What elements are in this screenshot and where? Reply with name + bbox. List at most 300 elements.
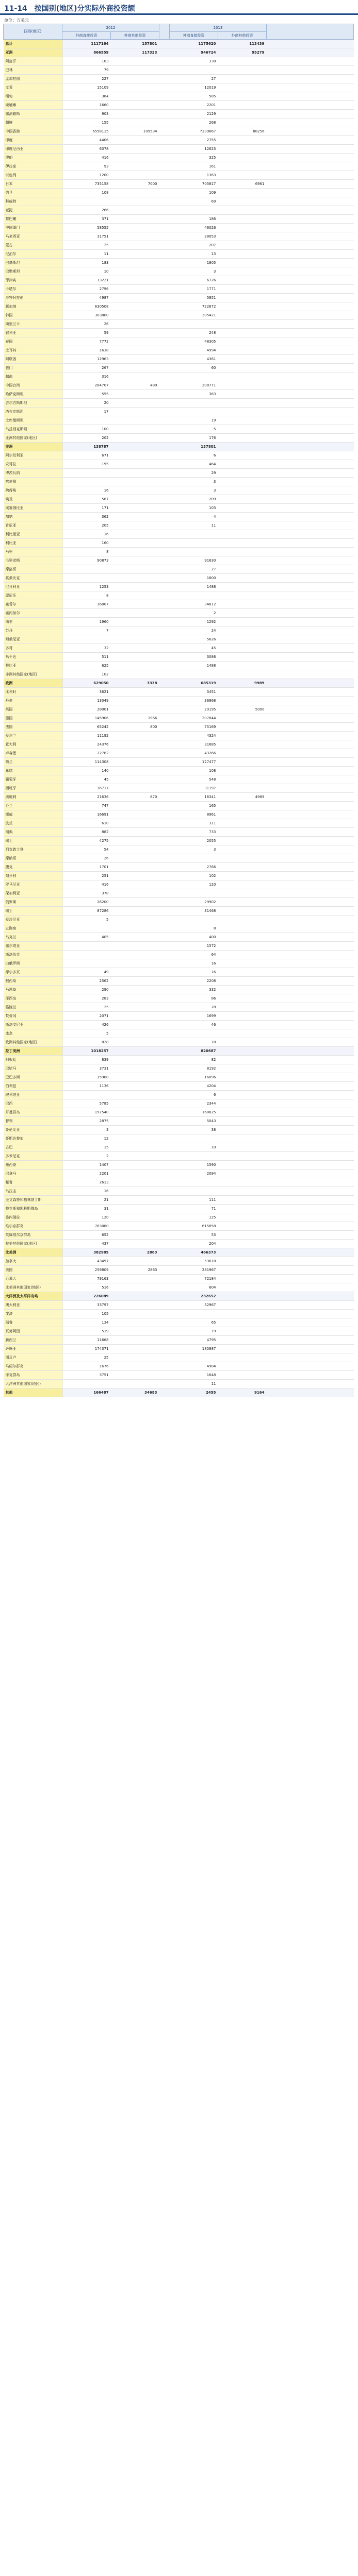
gap-cell: [267, 48, 354, 57]
table-row: [4, 968, 354, 977]
other-2013-cell: [218, 66, 267, 75]
fdi-2013-cell: 1488: [170, 662, 218, 670]
country-cell: 马来西亚: [4, 232, 62, 241]
table-row: [4, 250, 354, 259]
other-2013-cell: [218, 1336, 267, 1345]
gap-cell: [267, 1222, 354, 1231]
table-row: [4, 1213, 354, 1222]
other-2013-cell: [218, 968, 267, 977]
fdi-2013-cell: 165: [170, 802, 218, 810]
other-2012-cell: [111, 337, 159, 346]
fdi-2013-cell: 2208: [170, 977, 218, 986]
gap-cell: [267, 241, 354, 250]
country-cell: 朝鲜: [4, 118, 62, 127]
other-2013-cell: [218, 1178, 267, 1187]
country-cell: 巴勒斯坦: [4, 267, 62, 276]
fdi-2013-cell: 64: [170, 951, 218, 959]
country-cell: 总计: [4, 40, 62, 48]
other-2013-cell: [218, 1318, 267, 1327]
other-2013-cell: [218, 224, 267, 232]
fdi-2012-cell: [62, 1380, 111, 1388]
country-cell: 阿根廷: [4, 1056, 62, 1064]
table-row: [4, 48, 354, 57]
other-2013-cell: [218, 539, 267, 548]
table-row: [4, 469, 354, 478]
gap-cell: [267, 206, 354, 215]
fdi-2012-cell: 79163: [62, 1275, 111, 1283]
fdi-2013-cell: 34812: [170, 600, 218, 609]
country-cell: 乌拉圭: [4, 1187, 62, 1196]
fdi-2013-cell: 176: [170, 434, 218, 443]
other-2013-cell: [218, 1073, 267, 1082]
other-2012-cell: [111, 1021, 159, 1029]
fdi-2012-cell: 13049: [62, 697, 111, 705]
gap-cell: [159, 250, 170, 259]
gap-cell: [267, 653, 354, 662]
fdi-2013-cell: 722872: [170, 302, 218, 311]
fdi-2013-cell: [170, 591, 218, 600]
table-row: [4, 425, 354, 434]
fdi-2012-cell: 25: [62, 241, 111, 250]
other-2012-cell: [111, 460, 159, 469]
investment-table: [3, 24, 354, 1397]
gap-cell: [159, 1029, 170, 1038]
fdi-2012-cell: 5: [62, 916, 111, 924]
table-row: [4, 486, 354, 495]
gap-cell: [267, 626, 354, 635]
table-row: [4, 416, 354, 425]
fdi-2012-cell: 36007: [62, 600, 111, 609]
fdi-2012-cell: 426: [62, 1021, 111, 1029]
other-2013-cell: [218, 504, 267, 513]
fdi-2012-cell: 134: [62, 1318, 111, 1327]
table-row: [4, 810, 354, 819]
fdi-2013-cell: [170, 539, 218, 548]
table-row: [4, 749, 354, 758]
table-row: [4, 784, 354, 793]
fdi-2013-cell: 248: [170, 329, 218, 337]
fdi-2012-cell: 36717: [62, 784, 111, 793]
fdi-2012-cell: 138787: [62, 443, 111, 451]
other-2013-cell: [218, 916, 267, 924]
other-2012-cell: [111, 828, 159, 837]
other-2013-cell: [218, 486, 267, 495]
gap-cell: [159, 215, 170, 224]
fdi-2013-cell: 400: [170, 933, 218, 942]
table-row: [4, 145, 354, 154]
table-row: [4, 898, 354, 907]
table-row: [4, 1134, 354, 1143]
other-2012-cell: 800: [111, 723, 159, 732]
fdi-2012-cell: 259809: [62, 1266, 111, 1275]
gap-cell: [267, 714, 354, 723]
gap-cell: [159, 1336, 170, 1345]
table-row: [4, 83, 354, 92]
gap-cell: [267, 504, 354, 513]
fdi-2013-cell: 6: [170, 1091, 218, 1099]
gap-cell: [267, 539, 354, 548]
fdi-2013-cell: 8961: [170, 810, 218, 819]
table-row: [4, 1301, 354, 1310]
other-2013-cell: [218, 250, 267, 259]
fdi-2013-cell: 6: [170, 451, 218, 460]
table-row: [4, 1388, 354, 1397]
table-row: [4, 1362, 354, 1371]
other-2012-cell: [111, 898, 159, 907]
country-cell: 亚洲: [4, 48, 62, 57]
fdi-2013-cell: [170, 854, 218, 863]
country-cell: 蒙古: [4, 241, 62, 250]
fdi-2012-cell: 1676: [62, 1362, 111, 1371]
table-row: [4, 1283, 354, 1292]
fdi-2012-cell: 1136: [62, 1082, 111, 1091]
gap-cell: [159, 539, 170, 548]
fdi-2012-cell: 171: [62, 504, 111, 513]
page-title: 11-14 按国别(地区)分实际外商投资额: [4, 5, 135, 13]
country-cell: 非洲: [4, 443, 62, 451]
fdi-2013-cell: 5851: [170, 294, 218, 302]
table-row: [4, 1108, 354, 1117]
table-row: [4, 224, 354, 232]
fdi-2013-cell: 185887: [170, 1345, 218, 1353]
gap-cell: [267, 355, 354, 364]
fdi-2013-cell: 311: [170, 819, 218, 828]
table-row: [4, 644, 354, 653]
fdi-2012-cell: 1407: [62, 1161, 111, 1170]
gap-cell: [267, 285, 354, 294]
fdi-2013-cell: 11: [170, 1380, 218, 1388]
gap-cell: [159, 758, 170, 767]
gap-cell: [159, 1266, 170, 1275]
fdi-2012-cell: 7772: [62, 337, 111, 346]
table-row: [4, 101, 354, 110]
fdi-2012-cell: 65242: [62, 723, 111, 732]
country-cell: 埃及: [4, 495, 62, 504]
country-cell: 圣文森特和格林纳丁斯: [4, 1196, 62, 1205]
fdi-2012-cell: 267: [62, 364, 111, 372]
country-cell: 乌克兰: [4, 933, 62, 942]
gap-cell: [267, 670, 354, 679]
gap-cell: [159, 259, 170, 267]
other-2012-cell: [111, 933, 159, 942]
gap-cell: [159, 206, 170, 215]
fdi-2012-cell: 2613: [62, 1178, 111, 1187]
gap-cell: [267, 907, 354, 916]
other-2013-cell: [218, 898, 267, 907]
table-row: [4, 1117, 354, 1126]
gap-cell: [159, 294, 170, 302]
other-2013-cell: [218, 600, 267, 609]
other-2012-cell: [111, 539, 159, 548]
gap-cell: [267, 1292, 354, 1301]
fdi-2013-cell: 2201: [170, 101, 218, 110]
table-row: [4, 206, 354, 215]
fdi-2012-cell: 1253: [62, 583, 111, 591]
gap-cell: [159, 110, 170, 118]
fdi-2012-cell: 2: [62, 1152, 111, 1161]
table-row: [4, 390, 354, 399]
table-row: [4, 994, 354, 1003]
other-2012-cell: 117323: [111, 48, 159, 57]
gap-cell: [159, 513, 170, 521]
other-2012-cell: [111, 1310, 159, 1318]
table-row: [4, 294, 354, 302]
gap-cell: [159, 224, 170, 232]
other-2013-cell: [218, 583, 267, 591]
fdi-2013-cell: 5043: [170, 1117, 218, 1126]
table-row: [4, 1126, 354, 1134]
table-row: [4, 539, 354, 548]
fdi-2013-cell: [170, 1134, 218, 1143]
other-2013-cell: [218, 171, 267, 180]
table-row: [4, 1196, 354, 1205]
country-cell: 英属维尔京群岛: [4, 1231, 62, 1240]
fdi-2013-cell: 46026: [170, 224, 218, 232]
fdi-2013-cell: 1805: [170, 259, 218, 267]
gap-cell: [267, 1134, 354, 1143]
fdi-2012-cell: 629050: [62, 679, 111, 688]
fdi-2012-cell: 610: [62, 819, 111, 828]
table-row: [4, 329, 354, 337]
fdi-2012-cell: 437: [62, 1240, 111, 1248]
gap-cell: [159, 609, 170, 618]
table-row: [4, 478, 354, 486]
country-cell: 尼泊尔: [4, 250, 62, 259]
other-2012-cell: [111, 425, 159, 434]
gap-cell: [267, 180, 354, 189]
other-2012-cell: 1966: [111, 714, 159, 723]
fdi-2012-cell: 882: [62, 828, 111, 837]
other-2013-cell: [218, 443, 267, 451]
gap-cell: [159, 1073, 170, 1082]
table-row: [4, 1353, 354, 1362]
fdi-2013-cell: 2094: [170, 1170, 218, 1178]
gap-cell: [159, 460, 170, 469]
fdi-2013-cell: 38: [170, 1126, 218, 1134]
other-2013-cell: [218, 1380, 267, 1388]
table-row: [4, 600, 354, 609]
gap-cell: [159, 1012, 170, 1021]
country-cell: 日本: [4, 180, 62, 189]
other-2012-cell: [111, 1283, 159, 1292]
gap-cell: [267, 521, 354, 530]
other-2012-cell: [111, 644, 159, 653]
gap-cell: [267, 600, 354, 609]
other-2013-cell: [218, 75, 267, 83]
fdi-2013-cell: 168825: [170, 1108, 218, 1117]
other-2012-cell: [111, 1143, 159, 1152]
fdi-2013-cell: 4795: [170, 1336, 218, 1345]
table-row: [4, 127, 354, 136]
table-row: [4, 574, 354, 583]
table-row: [4, 626, 354, 635]
other-2012-cell: [111, 1196, 159, 1205]
gap-cell: [159, 749, 170, 758]
table-row: [4, 162, 354, 171]
table-row: [4, 802, 354, 810]
fdi-2012-cell: [62, 197, 111, 206]
gap-cell: [159, 311, 170, 320]
country-cell: 哈萨克斯坦: [4, 390, 62, 399]
fdi-2012-cell: 1701: [62, 863, 111, 872]
fdi-2012-cell: 625: [62, 662, 111, 670]
gap-cell: [159, 1003, 170, 1012]
fdi-2012-cell: 630508: [62, 302, 111, 311]
gap-cell: [267, 1283, 354, 1292]
country-cell: 列支敦士登: [4, 845, 62, 854]
other-2013-cell: [218, 355, 267, 364]
fdi-2013-cell: 5: [170, 425, 218, 434]
country-cell: 哥斯达黎加: [4, 1134, 62, 1143]
country-cell: 韩国: [4, 311, 62, 320]
country-cell: 库克群岛: [4, 1371, 62, 1380]
other-2013-cell: [218, 460, 267, 469]
country-cell: 尼日利亚: [4, 583, 62, 591]
other-2012-cell: [111, 591, 159, 600]
gap-cell: [159, 994, 170, 1003]
fdi-2012-cell: 671: [62, 451, 111, 460]
gap-cell: [159, 451, 170, 460]
header-country: 国别(地区): [4, 24, 62, 40]
country-cell: 梵蒂冈: [4, 1012, 62, 1021]
other-2012-cell: [111, 732, 159, 740]
gap-cell: [267, 1012, 354, 1021]
title-rule: [0, 13, 358, 15]
fdi-2013-cell: 207844: [170, 714, 218, 723]
other-2013-cell: [218, 1213, 267, 1222]
gap-cell: [159, 434, 170, 443]
country-cell: 巴林: [4, 66, 62, 75]
other-2012-cell: [111, 1205, 159, 1213]
gap-cell: [267, 513, 354, 521]
country-cell: 澳大利亚: [4, 1301, 62, 1310]
gap-cell: [159, 1292, 170, 1301]
other-2013-cell: [218, 425, 267, 434]
other-2013-cell: [218, 1205, 267, 1213]
other-2012-cell: [111, 810, 159, 819]
country-cell: 瑙鲁: [4, 1318, 62, 1327]
other-2012-cell: [111, 1213, 159, 1222]
other-2013-cell: [218, 609, 267, 618]
other-2012-cell: [111, 267, 159, 276]
gap-cell: [159, 1056, 170, 1064]
fdi-2013-cell: 733: [170, 828, 218, 837]
gap-cell: [267, 127, 354, 136]
country-cell: 赞比亚: [4, 662, 62, 670]
other-2013-cell: [218, 688, 267, 697]
gap-cell: [159, 241, 170, 250]
gap-cell: [159, 1327, 170, 1336]
country-cell: 波兰: [4, 819, 62, 828]
country-cell: 以色列: [4, 171, 62, 180]
other-2012-cell: 2863: [111, 1266, 159, 1275]
table-row: [4, 1310, 354, 1318]
other-2012-cell: [111, 653, 159, 662]
table-row: [4, 924, 354, 933]
table-row: [4, 40, 354, 48]
country-cell: 欧洲: [4, 679, 62, 688]
fdi-2012-cell: 15: [62, 1143, 111, 1152]
other-2013-cell: [218, 1029, 267, 1038]
table-row: [4, 1266, 354, 1275]
fdi-2012-cell: [62, 416, 111, 425]
fdi-2012-cell: 145906: [62, 714, 111, 723]
other-2012-cell: [111, 1161, 159, 1170]
fdi-2012-cell: 284707: [62, 381, 111, 390]
fdi-2013-cell: 120: [170, 880, 218, 889]
gap-cell: [159, 1064, 170, 1073]
gap-cell: [267, 399, 354, 408]
gap-cell: [267, 749, 354, 758]
other-2012-cell: [111, 635, 159, 644]
gap-cell: [159, 723, 170, 732]
gap-cell: [267, 1310, 354, 1318]
fdi-2012-cell: 54: [62, 845, 111, 854]
fdi-2013-cell: 86: [170, 994, 218, 1003]
gap-cell: [267, 793, 354, 802]
table-row: [4, 1318, 354, 1327]
other-2013-cell: [218, 320, 267, 329]
gap-cell: [159, 872, 170, 880]
gap-cell: [159, 880, 170, 889]
fdi-2012-cell: 251: [62, 872, 111, 880]
other-2012-cell: [111, 609, 159, 618]
other-2013-cell: [218, 933, 267, 942]
gap-cell: [159, 697, 170, 705]
fdi-2013-cell: 28: [170, 1003, 218, 1012]
other-2012-cell: [111, 565, 159, 574]
gap-cell: [159, 57, 170, 66]
gap-cell: [267, 1187, 354, 1196]
fdi-2012-cell: 2201: [62, 1170, 111, 1178]
fdi-2012-cell: 303800: [62, 311, 111, 320]
country-cell: 墨西哥: [4, 1161, 62, 1170]
fdi-2012-cell: 140: [62, 767, 111, 775]
country-cell: 立陶宛: [4, 924, 62, 933]
other-2013-cell: [218, 784, 267, 793]
country-cell: 根西岛: [4, 977, 62, 986]
gap-cell: [267, 1021, 354, 1029]
country-cell: 柬埔寨: [4, 101, 62, 110]
gap-cell: [159, 469, 170, 478]
other-2012-cell: [111, 1056, 159, 1064]
other-2012-cell: [111, 145, 159, 154]
table-row: [4, 959, 354, 968]
gap-cell: [159, 1205, 170, 1213]
country-cell: 喀麦隆: [4, 478, 62, 486]
fdi-2012-cell: 45: [62, 775, 111, 784]
table-row: [4, 845, 354, 854]
fdi-2013-cell: 127477: [170, 758, 218, 767]
table-row: [4, 110, 354, 118]
country-cell: 卢森堡: [4, 749, 62, 758]
other-2012-cell: 670: [111, 793, 159, 802]
other-2013-cell: [218, 845, 267, 854]
other-2013-cell: [218, 478, 267, 486]
gap-cell: [267, 1240, 354, 1248]
fdi-2012-cell: 903: [62, 110, 111, 118]
gap-cell: [159, 408, 170, 416]
gap-cell: [267, 565, 354, 574]
other-2013-cell: [218, 1012, 267, 1021]
gap-cell: [159, 837, 170, 845]
country-cell: 多米尼克: [4, 1152, 62, 1161]
gap-cell: [267, 880, 354, 889]
gap-cell: [159, 916, 170, 924]
fdi-2013-cell: 45: [170, 644, 218, 653]
other-2012-cell: [111, 486, 159, 495]
fdi-2013-cell: 27: [170, 75, 218, 83]
